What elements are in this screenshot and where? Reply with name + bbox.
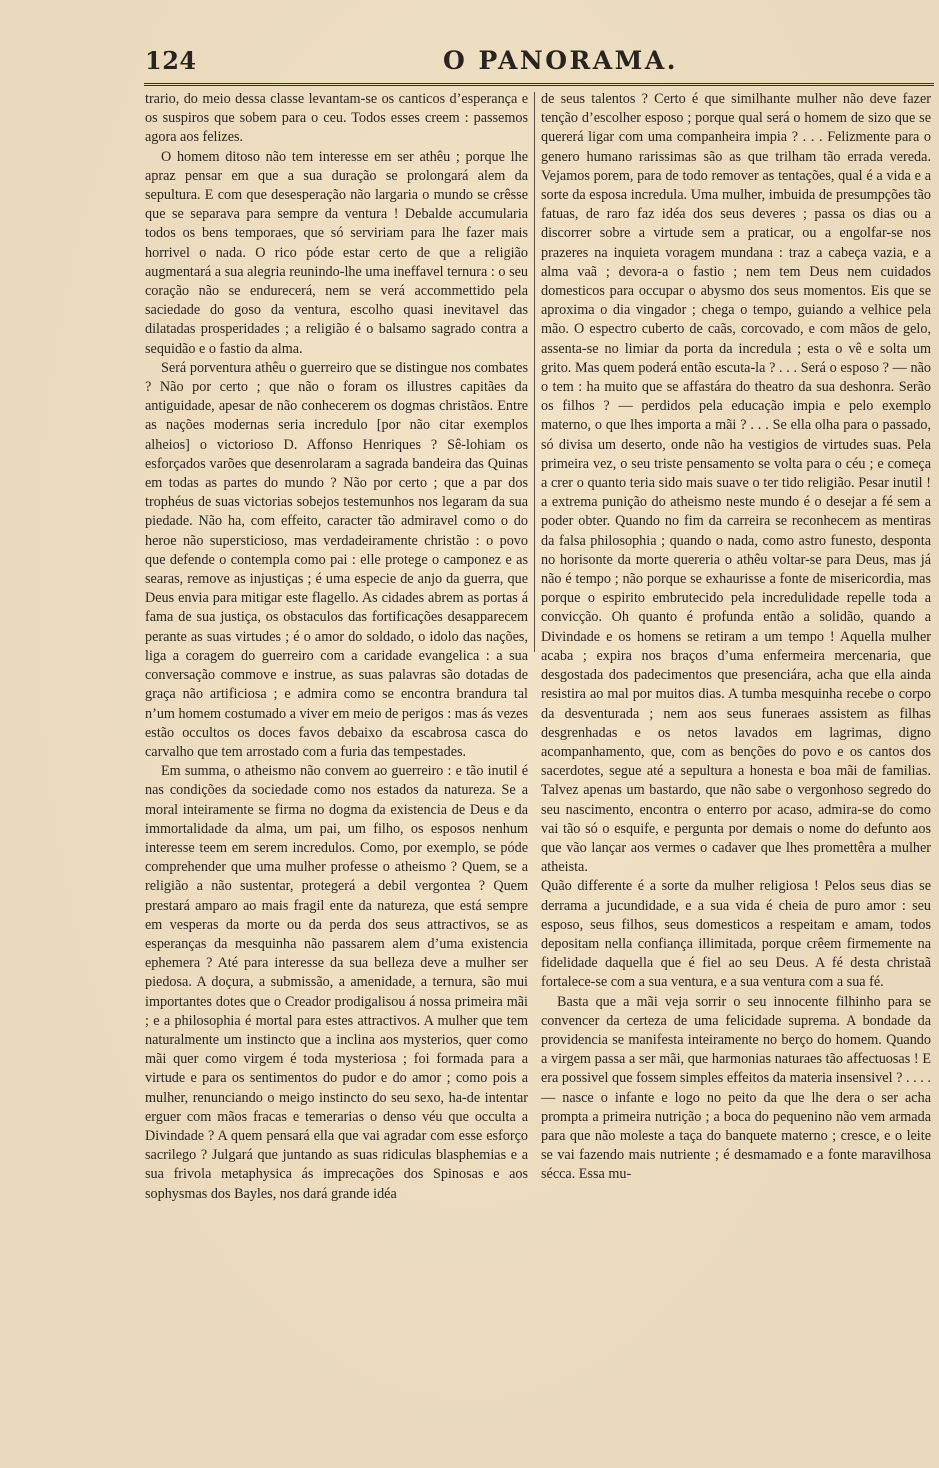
paragraph: Basta que a mãi veja sorrir o seu innocente filhinho para se convencer da certeza de uma felicidade suprema. A bondade da providencia se manifesta inteiramente no berço do homem. Quando a virgem passa a ser mãi, que harmonias naturaes tão affectuosas ! E era possivel que fossem simples effeitos da materia insensivel ? . . . . — nasce o infante e logo no peito da que lhe dera o ser acha prompta a primeira nutrição ; a boca do pequenino não vem armada para que não moleste a taça do banquete materno ; cresce, e o leite se vai fazendo mais nutriente ; é desmamado e a fonte maravilhosa sécca. Essa mu- xyxy=(541,993,931,1183)
page-number: 124 xyxy=(145,46,197,75)
paragraph: de seus talentos ? Certo é que similhante mulher não deve fazer tenção d’escolher esposo ; porque qual será o homem de sizo que se quererá ligar com uma companheira impia ? . . . Felizmente para o genero humano rarissimas são as que trilham tão errada vereda. Vejamos porem, para de todo remover as tentações, qual é a vida e a sorte da esposa incredula. Uma mulher, imbuida de presumpções tão fatuas, de raro faz idéa dos seus deveres ; passa os dias ou a discorrer sobre a virtude sem a praticar, ou a engolfar-se nos prazeres na inquieta voragem mundana : traz a cabeça vazia, e a alma vaã ; devora-a o fastio ; nem tem Deus nem cuidados domesticos para occupar o abysmo dos seus momentos. Eis que se aproxima o dia vingador ; chega o tempo, guiando a velhice pela mão. O espectro cuberto de caãs, corcovado, e com mãos de gelo, assenta-se no limiar da porta da incredula ; esta o vê e solta um grito. Mas quem poderá então escuta-la ? . . . Será o esposo ? — não o tem : ha muito que se affastára do theatro da sua deshonra. Serão os filhos ? — perdidos pela educação impia e pelo exemplo materno, o que lhes importa a mãi ? . . . Se ella olha para o passado, só divisa um deserto, onde não ha vestigios de virtudes suas. Pela primeira vez, o seu triste pensamento se volta para o céu ; e começa a crer o quanto teria sido mais suave o ter tido religião. Pesar inutil ! a extrema punição do atheismo neste mundo é o desejar a fé sem a poder obter. Quando no fim da carreira se reconhecem as mentiras da falsa philosophia ; quando o nada, como astro funesto, desponta no horisonte da morte quereria o athêu voltar-se para Deus, mas já não é tempo ; não porque se exhaurisse a fonte de misericordia, mas porque o espirito embrutecido pela incredulidade repelle toda a convicção. Oh quanto é profunda então a solidão, quando a Divindade e os homens se retiram a um tempo ! Aquella mulher acaba ; expira nos braços d’uma enfermeira mercenaria, que desgostada dos padecimentos que presenciára, acha que ella ainda resistira ao mal por muitos dias. A tumba mesquinha recebe o corpo da desventurada ; nem aos seus funeraes assistem as filhas desgrenhadas e os netos lavados em lagrimas, digno acompanhamento, que, com as benções do povo e os cantos dos sacerdotes, segue até a sepultura a honesta e boa mãi de familias. Talvez apenas um bastardo, que não sabe o vergonhoso segredo do seu nascimento, encontra o enterro por acaso, admira-se do como vai tão só o esquife, e pergunta por demais o nome do defunto aos que vão lançar aos vermes o cadaver que lhes promettêra a mulher atheista. xyxy=(541,91,931,876)
journal-title: O PANORAMA. xyxy=(443,46,678,75)
paragraph: Em summa, o atheismo não convem ao guerreiro : e tão inutil é nas condições da sociedade como nos estados da natureza. Se a moral inteiramente se firma no dogma da existencia de Deus e da immortalidade da alma, um pai, um filho, os esposos nenhum interesse teem em serem incredulos. Como, por exemplo, se póde comprehender que uma mulher professe o atheismo ? Quem, se a religião a não sustentar, protegerá a debil vergontea ? Quem prestará amparo ao mais fragil ente da natureza, que está sempre em vesperas da morte ou da perda dos seus attractivos, se as esperanças da mesquinha não passarem alem d’uma existencia ephemera ? Até para interesse da sua belleza deve a mulher ser piedosa. A doçura, a submissão, a amenidade, a ternura, são mui importantes dotes que o Creador prodigalisou á nossa primeira mãi ; e a philosophia é mortal para estes attractivos. A mulher que tem naturalmente um instincto que a inclina aos mysterios, quer como mãi quer como virgem é toda mysteriosa ; foi formada para a virtude e para os sentimentos do pudor e do amor ; como pois a mulher, renunciando o meigo instincto do seu sexo, ha-de intentar erguer com mãos fracas e temerarias o denso véu que occulta a Divindade ? A quem pensará ella que vai agradar com esse esforço sacrilego ? Julgará que juntando as suas ridiculas blasphemias e a sua frivola metaphysica ás imprecações dos Spinosas e aos sophysmas dos Bayles, nos dará grande idéa xyxy=(145,763,528,1202)
column-divider xyxy=(534,92,535,652)
right-column xyxy=(541,90,931,1185)
paragraph: Será porventura athêu o guerreiro que se distingue nos combates ? Não por certo ; que não o foram os illustres capitães da antiguidade, apesar de não conhecerem os dogmas christãos. Entre as nações modernas seria incredulo [por não citar exemplos alheios] o victorioso D. Affonso Henriques ? Sê-lohiam os esforçados varões que desenrolaram a sagrada bandeira das Quinas em todas as partes do mundo ? Não por certo ; que a par dos trophéus de suas victorias sobejos testemunhos nos legaram da sua piedade. Não ha, com effeito, caracter tão admiravel como o do heroe não supersticioso, mas verdadeiramente christão : o povo que defende o contempla como pai : elle protege o camponez e as searas, remove as injustiças ; é uma especie de anjo da guerra, que Deus envia para mitigar este flagello. As cidades abrem as portas á fama de sua justiça, os obstaculos das fortificações desapparecem perante as suas virtudes ; é o amor do soldado, o idolo das nações, liga a coragem do guerreiro com a caridade evangelica : a sua conversação commove e instrue, as suas palavras são dotadas de graça não artificiosa ; e admira como se encontra brandura tal n’um homem costumado a viver em meio de perigos : mas ás vezes estão occultos os doces favos debaixo da escabrosa casca do carvalho que tem arrostado com a furia das tempestades. xyxy=(145,359,528,760)
header-rule xyxy=(144,83,934,86)
paragraph: Quão differente é a sorte da mulher religiosa ! Pelos seus dias se derrama a jucundidade, e a sua vida é cheia de puro amor : seu esposo, seus filhos, seus domesticos a respeitam e amam, todos depositam nella confiança illimitada, porque crêem firmemente na fidelidade daquella que é fiel ao seu Deus. A fé desta christaã fortalece-se com a sua ventura, e a sua ventura com a sua fé. xyxy=(541,878,931,991)
paragraph: O homem ditoso não tem interesse em ser athêu ; porque lhe apraz pensar em que a sua duração se prolongará alem da sepultura. E com que desesperação não largaria o mundo se crêsse que se separava para sempre da ventura ! Debalde accumularia todos os bens temporaes, que só serviriam para lhe fazer mais horrivel o nada. O rico póde estar certo de que a religião augmentará a sua alegria reunindo-lhe uma ineffavel ternura : o seu coração não se endurecerá, nem se verá accommettido pela saciedade do goso da ventura, escolho quasi inevitavel das dilatadas prosperidades ; a religião é o balsamo sagrado contra a sequidão e o fastio da alma. xyxy=(145,148,528,357)
paragraph: trario, do meio dessa classe levantam-se os canticos d’esperança e os suspiros que sobem para o ceu. Todos esses creem : passemos agora aos felizes. xyxy=(145,91,528,146)
left-column xyxy=(145,90,528,1204)
page-header xyxy=(140,44,935,80)
